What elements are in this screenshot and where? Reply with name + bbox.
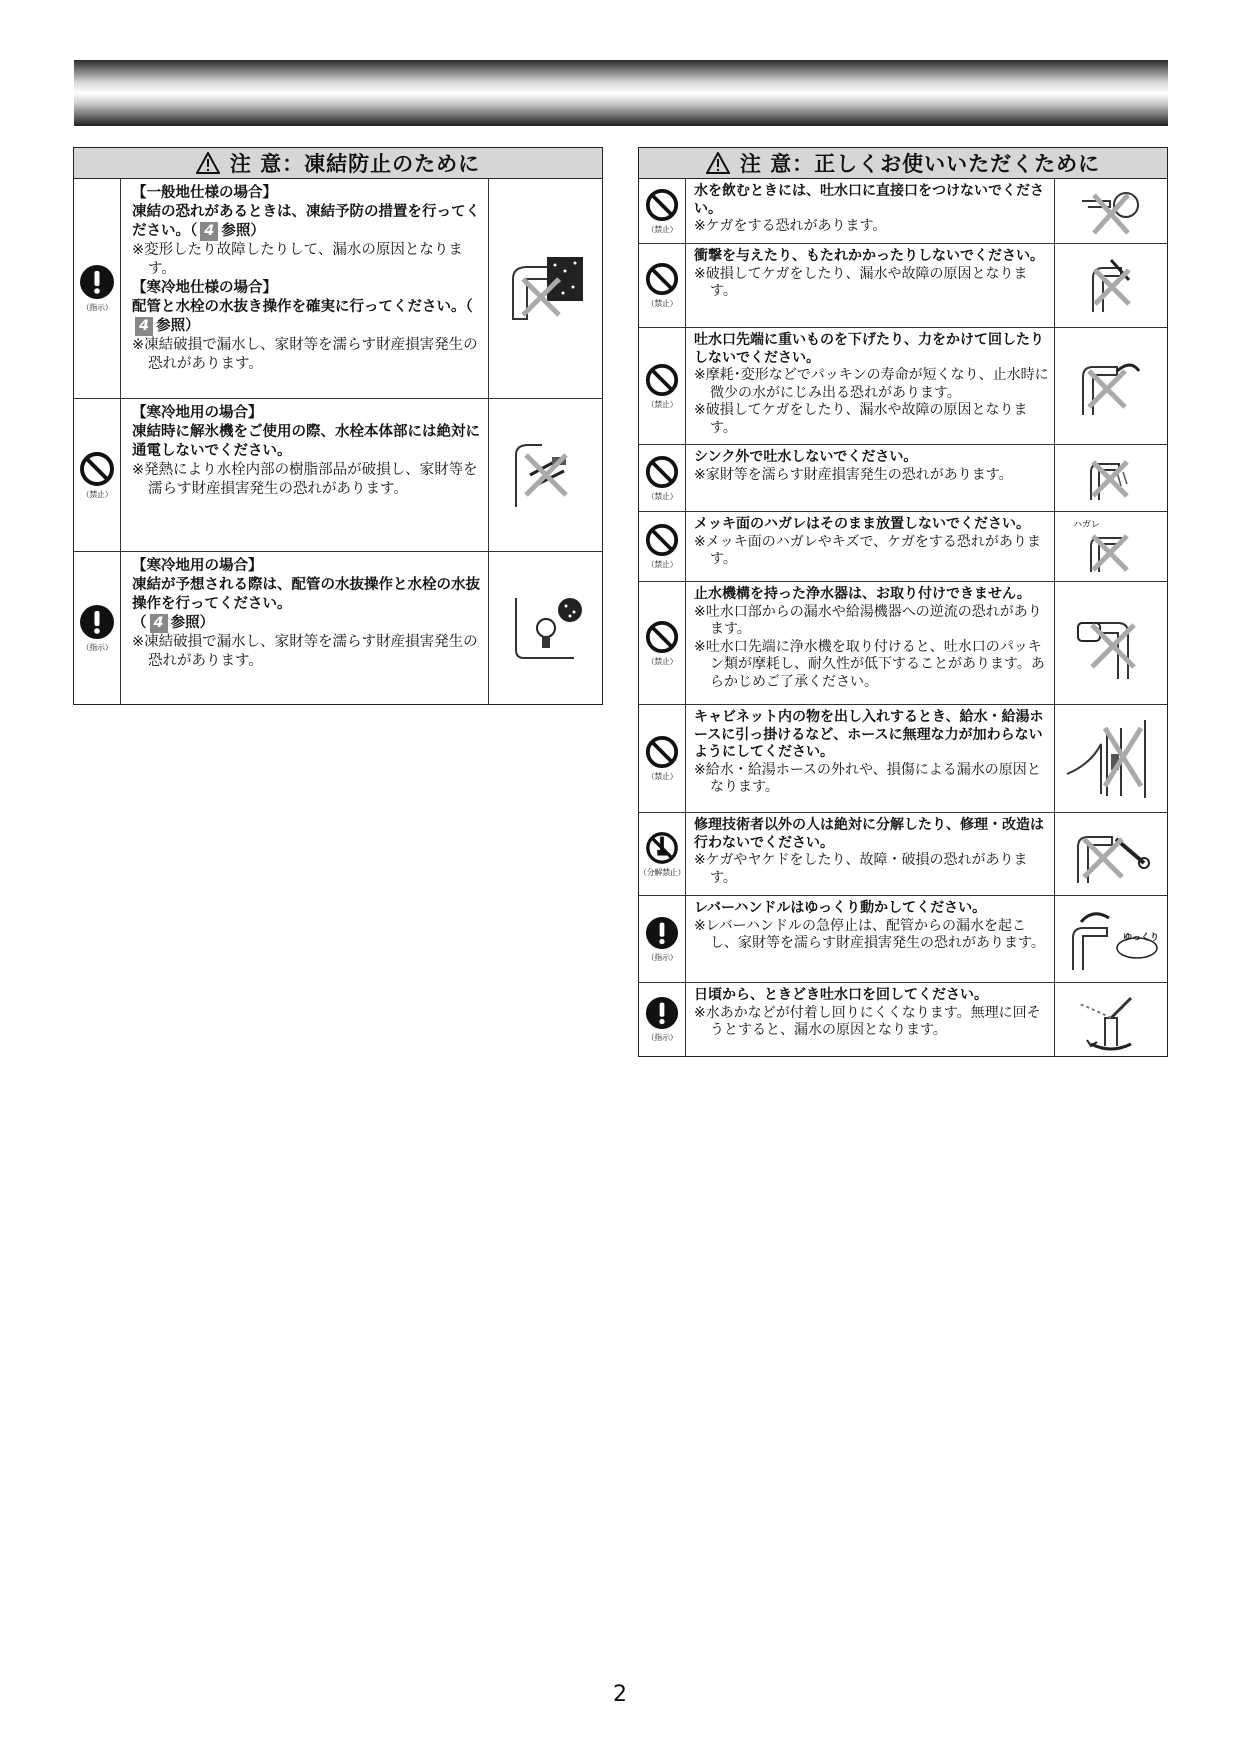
row-note: ※メッキ面のハガレやキズで、ケガをする恐れがあります。 [694, 533, 1041, 567]
row-instruction: レバーハンドルはゆっくり動かしてください。 [694, 900, 987, 916]
symbol-label: （禁止） [646, 399, 678, 409]
symbol-label: （禁止） [646, 656, 678, 666]
row-note: ※凍結破損で漏水し、家財等を濡らす財産損害発生の恐れがあります。 [132, 337, 478, 372]
row-instruction: メッキ面のハガレはそのまま放置しないでください。 [694, 516, 1030, 532]
slowly-label: ゆっくり [1123, 933, 1159, 943]
usage-row-weight [639, 328, 1167, 445]
usage-row-outside-sink [639, 445, 1167, 512]
prohibited-icon [645, 363, 679, 397]
freeze-row-general [74, 179, 602, 399]
symbol-label: （指示） [646, 1033, 678, 1042]
row-instruction: 衝撃を与えたり、もたれかかったりしないでください。 [694, 248, 1044, 264]
freeze-row-text [121, 399, 489, 551]
row-note: ※レバーハンドルの急停止は、配管からの漏水を起こし、家財等を濡らす財産損害発生の恐れがあります。 [694, 917, 1045, 951]
warning-triangle-icon [196, 152, 220, 174]
symbol-label: （禁止） [646, 772, 678, 781]
symbol-label: （指示） [646, 952, 678, 962]
disassembly-illustration [1055, 813, 1167, 895]
weight-illustration [1055, 328, 1167, 444]
warning-triangle-icon [706, 152, 730, 174]
symbol-label: （禁止） [646, 491, 678, 501]
row-instruction: 吐水口先端に重いものを下げたり、力をかけて回したりしないでください。 [694, 332, 1044, 366]
caution-usage-box [638, 147, 1168, 1057]
usage-row-plating [639, 512, 1167, 582]
prohibited-icon [645, 735, 679, 769]
caution-usage-header [639, 148, 1167, 179]
freeze-row-deicer [74, 399, 602, 552]
lever-illustration [1055, 896, 1167, 982]
row-heading: 【寒冷地用の場合】 [132, 405, 263, 421]
caution-freeze-box [73, 147, 603, 705]
purifier-illustration [1055, 582, 1167, 704]
row-note: ※破損してケガをしたり、漏水や故障の原因となります。 [694, 402, 1028, 436]
row-note: ※吐水口部からの漏水や給湯機器への逆流の恐れがあります。 [694, 603, 1042, 637]
row-instruction: 日頃から、ときどき吐水口を回してください。 [694, 987, 988, 1003]
usage-row-hose [639, 705, 1167, 813]
row-note: ※発熱により水栓内部の樹脂部品が破損し、家財等を濡らす財産損害発生の恐れがあります。 [132, 462, 478, 497]
mandatory-icon [79, 604, 115, 640]
ref-badge: 4 [135, 317, 153, 336]
page-number: 2 [613, 1682, 627, 1707]
caution-freeze-title: 注 意：凍結防止のために [229, 152, 481, 176]
freeze-row-drain [74, 552, 602, 704]
row-reference: （ 4 参照） [132, 615, 215, 631]
no-disassembly-icon [645, 831, 679, 865]
row-instruction: 配管と水栓の水抜き操作を確実に行ってください。（4 参照） [132, 299, 473, 334]
deicer-illustration [489, 399, 602, 551]
row-note: ※破損してケガをしたり、漏水や故障の原因となります。 [694, 265, 1028, 299]
ref-badge: 4 [200, 222, 218, 241]
mandatory-icon [79, 264, 115, 300]
peeling-label: ハガレ [1073, 520, 1101, 530]
usage-row-impact [639, 244, 1167, 328]
freeze-row-text [121, 179, 489, 398]
mandatory-icon [645, 916, 679, 950]
row-note: ※変形したり故障したりして、漏水の原因となります。 [132, 242, 463, 277]
usage-row-lever [639, 896, 1167, 983]
impact-illustration [1055, 244, 1167, 327]
symbol-label: （禁止） [646, 560, 678, 569]
freeze-row-text [121, 552, 489, 704]
row-note: ※吐水口先端に浄水機を取り付けると、吐水口のパッキン類が摩耗し、耐久性が低下することがあります。あらかじめご了承ください。 [694, 638, 1045, 690]
plating-illustration [1055, 512, 1167, 581]
header-band [74, 60, 1168, 126]
row-note: ※摩耗･変形などでパッキンの寿命が短くなり、止水時に微少の水がにじみ出る恐れがあります。 [694, 367, 1049, 401]
outside-sink-illustration [1055, 445, 1167, 511]
hose-illustration [1055, 705, 1167, 812]
row-heading: 【寒冷地仕様の場合】 [132, 280, 277, 296]
row-note: ※ケガをする恐れがあります。 [694, 218, 887, 234]
row-instruction: 凍結が予想される際は、配管の水抜操作と水栓の水抜操作を行ってください。 [132, 577, 480, 612]
rotate-spout-illustration [1055, 983, 1167, 1056]
prohibited-icon [645, 262, 679, 296]
prohibited-icon [645, 523, 679, 557]
row-note: ※ケガやヤケドをしたり、故障・破損の恐れがあります。 [694, 852, 1028, 886]
drain-valve-illustration [489, 552, 602, 704]
prohibited-icon [645, 455, 679, 489]
row-note: ※給水・給湯ホースの外れや、損傷による漏水の原因となります。 [694, 761, 1041, 795]
row-instruction: 凍結時に解氷機をご使用の際、水栓本体部には絶対に通電しないでください。 [132, 424, 480, 459]
usage-row-rotate [639, 983, 1167, 1056]
usage-row-drinking [639, 179, 1167, 244]
row-instruction: キャビネット内の物を出し入れするとき、給水・給湯ホースに引っ掛けるなど、ホースに無理な力が加わらないようにしてください。 [694, 709, 1044, 760]
symbol-label: （禁止） [646, 224, 678, 234]
row-instruction: 凍結の恐れがあるときは、凍結予防の措置を行ってください。（ 4 参照） [132, 204, 480, 239]
ref-badge: 4 [150, 614, 168, 633]
row-instruction: 止水機構を持った浄水器は、お取り付けできません。 [694, 586, 1031, 602]
row-instruction: シンク外で吐水しないでください。 [694, 449, 918, 465]
drinking-illustration [1055, 179, 1167, 243]
row-heading: 【一般地仕様の場合】 [132, 185, 277, 201]
symbol-label: （禁止） [646, 299, 678, 308]
row-heading: 【寒冷地用の場合】 [132, 558, 263, 574]
row-instruction: 修理技術者以外の人は絶対に分解したり、修理・改造は行わないでください。 [694, 817, 1044, 851]
caution-freeze-header [74, 148, 602, 179]
caution-usage-title: 注 意：正しくお使いいただくために [739, 152, 1101, 176]
prohibited-icon [79, 451, 115, 487]
usage-row-disassembly [639, 813, 1167, 896]
row-note: ※水あかなどが付着し回りにくくなります。無理に回そうとすると、漏水の原因となります。 [694, 1004, 1041, 1038]
mandatory-icon [645, 996, 679, 1030]
prohibited-icon [645, 620, 679, 654]
row-note: ※家財等を濡らす財産損害発生の恐れがあります。 [694, 466, 1013, 483]
row-note: ※凍結破損で漏水し、家財等を濡らす財産損害発生の恐れがあります。 [132, 634, 478, 669]
symbol-label: （指示） [81, 303, 113, 312]
row-instruction: 水を飲むときには、吐水口に直接口をつけないでください。 [694, 183, 1044, 217]
prohibited-icon [645, 188, 679, 222]
symbol-label: （禁止） [81, 489, 113, 499]
symbol-label: （分解禁止） [639, 867, 686, 877]
symbol-label: （指示） [81, 642, 113, 652]
usage-row-purifier [639, 582, 1167, 705]
faucet-frozen-illustration [489, 179, 602, 398]
